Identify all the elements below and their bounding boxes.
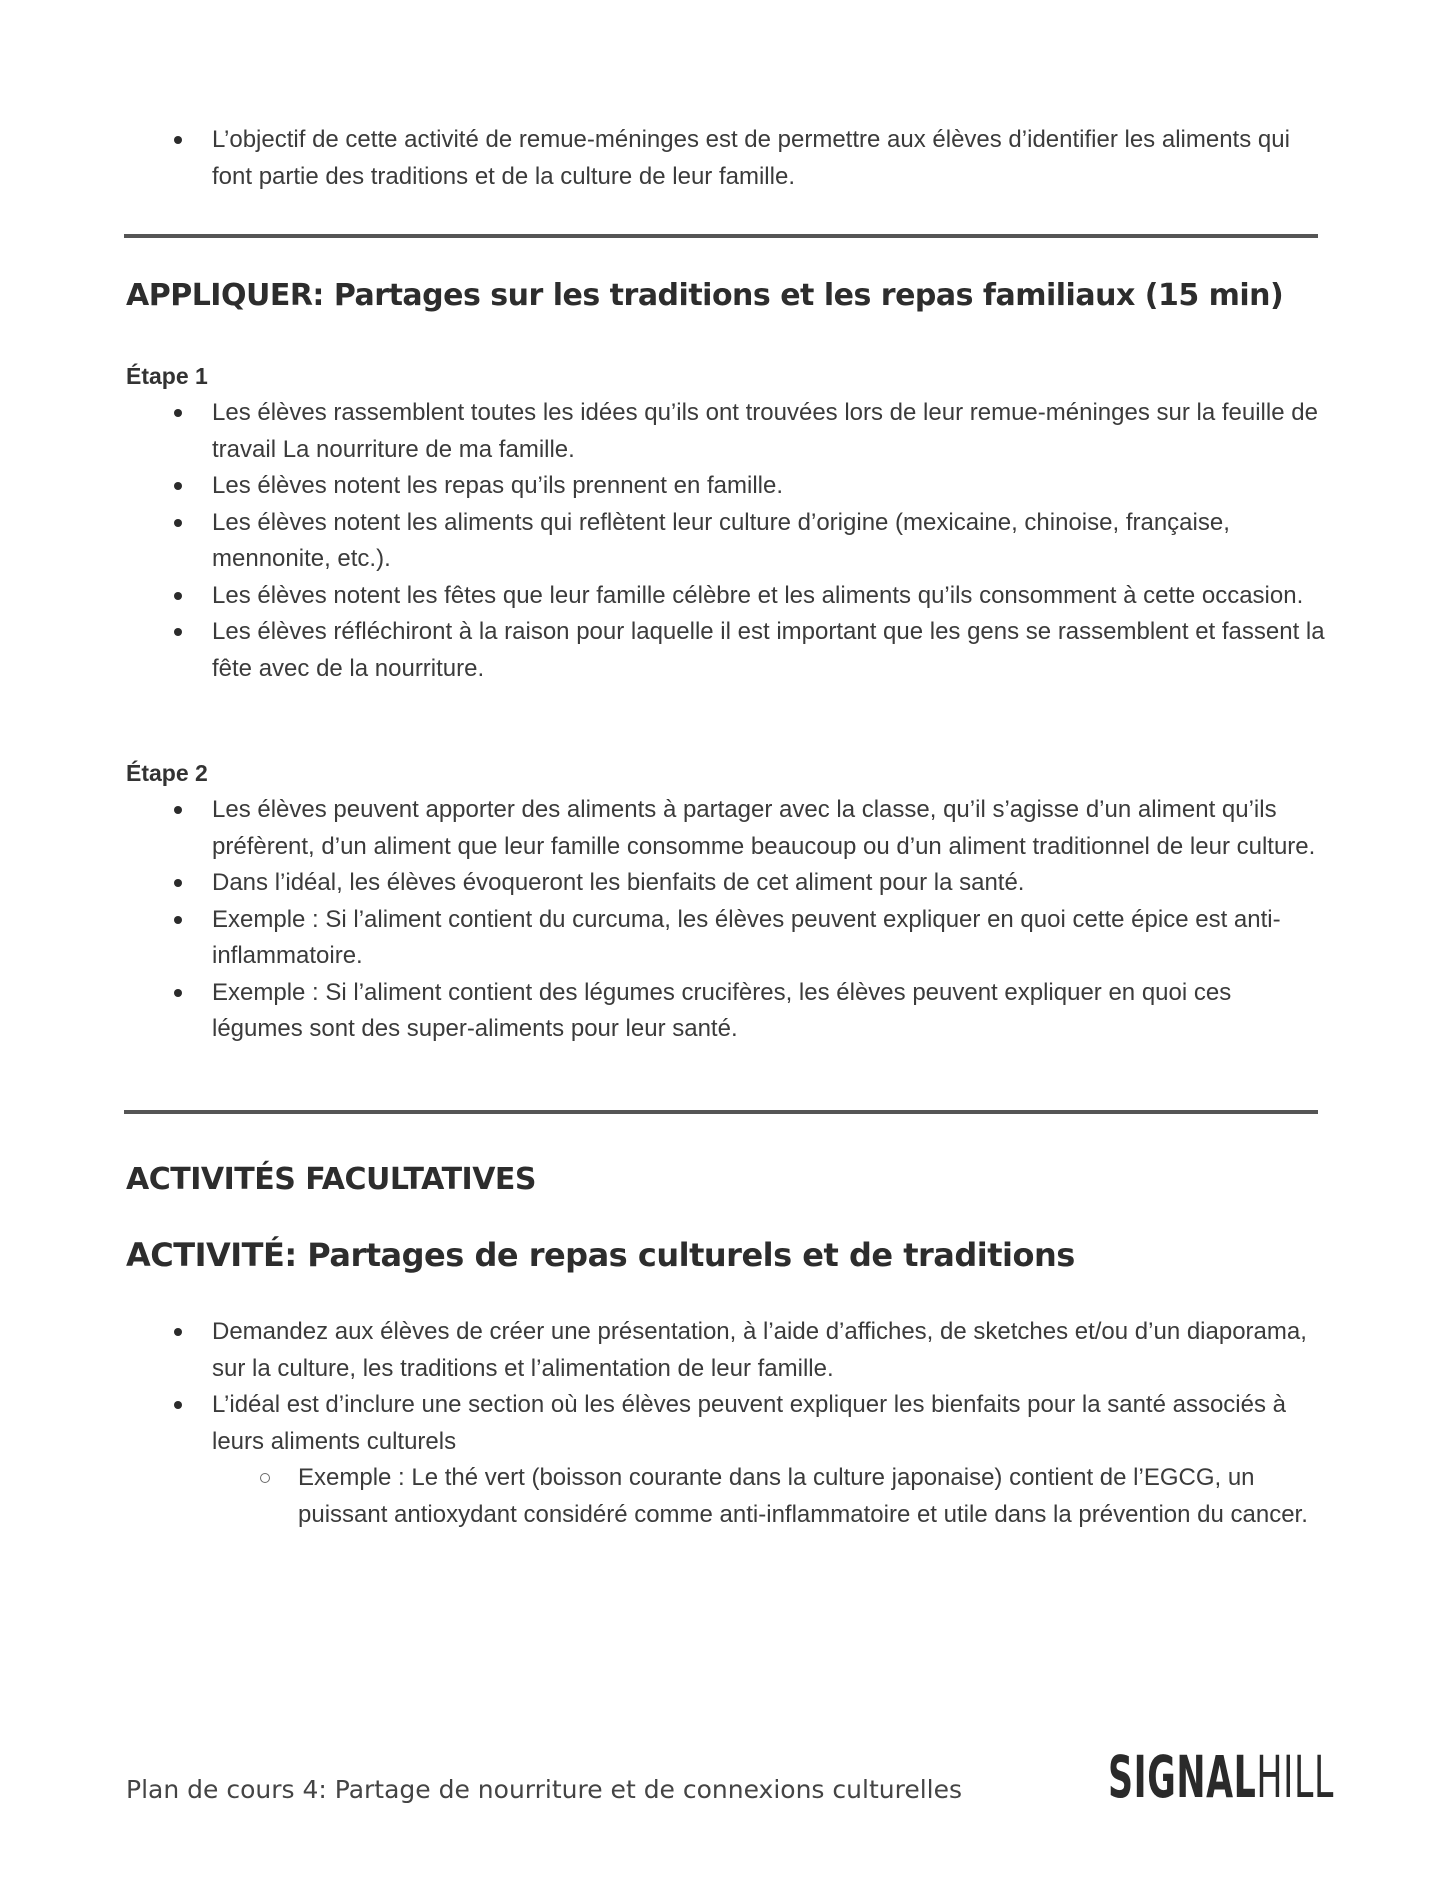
signal-hill-logo (1108, 1743, 1334, 1811)
sub-list-item: Exemple : Le thé vert (boisson courante dans la culture japonaise) contient de l’EGCG, un puissant antioxydant considéré comme anti-inflammatoire et utile dans la prévention du cancer. (298, 1460, 1326, 1533)
list-item: Les élèves notent les aliments qui reflètent leur culture d’origine (mexicaine, chinoise, française, mennonite, etc.). (212, 505, 1326, 578)
step-1-section (126, 395, 1326, 687)
list-item: Les élèves rassemblent toutes les idées qu’ils ont trouvées lors de leur remue-méninges sur la feuille de travail La nourriture de ma famille. (212, 395, 1326, 468)
list-item: Les élèves réfléchiront à la raison pour laquelle il est important que les gens se rassemblent et fassent la fête avec de la nourriture. (212, 614, 1326, 687)
logo-thin: HILL (1256, 1743, 1335, 1811)
divider (124, 1110, 1318, 1114)
step-2-list (126, 792, 1326, 1048)
list-item: Demandez aux élèves de créer une présentation, à l’aide d’affiches, de sketches et/ou d’un diaporama, sur la culture, les traditions et l’alimentation de leur famille. (212, 1314, 1326, 1387)
activity-section (126, 1314, 1326, 1533)
list-item: Exemple : Si l’aliment contient du curcuma, les élèves peuvent expliquer en quoi cette épice est anti-inflammatoire. (212, 902, 1326, 975)
sub-list (212, 1460, 1326, 1533)
step-1-title: Étape 1 (126, 363, 208, 389)
list-item: Les élèves notent les repas qu’ils prennent en famille. (212, 468, 1326, 505)
intro-list (126, 122, 1326, 195)
step-2-title: Étape 2 (126, 760, 208, 786)
section-heading-appliquer: APPLIQUER: Partages sur les traditions et les repas familiaux (15 min) (126, 278, 1284, 313)
intro-section (126, 122, 1326, 195)
divider (124, 234, 1318, 238)
activity-list (126, 1314, 1326, 1533)
list-item: L’objectif de cette activité de remue-méninges est de permettre aux élèves d’identifier les aliments qui font partie des traditions et de la culture de leur famille. (212, 122, 1326, 195)
list-item: Exemple : Si l’aliment contient des légumes crucifères, les élèves peuvent expliquer en quoi ces légumes sont des super-aliments pour leur santé. (212, 975, 1326, 1048)
list-item: Les élèves peuvent apporter des aliments à partager avec la classe, qu’il s’agisse d’un aliment qu’ils préfèrent, d’un aliment que leur famille consomme beaucoup ou d’un aliment traditionnel de leur culture. (212, 792, 1326, 865)
list-item: Les élèves notent les fêtes que leur famille célèbre et les aliments qu’ils consomment à cette occasion. (212, 578, 1326, 615)
list-item: Dans l’idéal, les élèves évoqueront les bienfaits de cet aliment pour la santé. (212, 865, 1326, 902)
step-1-list (126, 395, 1326, 687)
section-heading-facultatives: ACTIVITÉS FACULTATIVES (126, 1162, 537, 1197)
activity-heading: ACTIVITÉ: Partages de repas culturels et de traditions (126, 1236, 1075, 1274)
logo-bold: SIGNAL (1108, 1743, 1257, 1811)
list-item-text: L’idéal est d’inclure une section où les élèves peuvent expliquer les bienfaits pour la santé associés à leurs aliments culturels (212, 1391, 1286, 1455)
list-item (212, 1387, 1326, 1533)
footer-title: Plan de cours 4: Partage de nourriture et de connexions culturelles (126, 1775, 962, 1804)
step-2-section (126, 792, 1326, 1048)
